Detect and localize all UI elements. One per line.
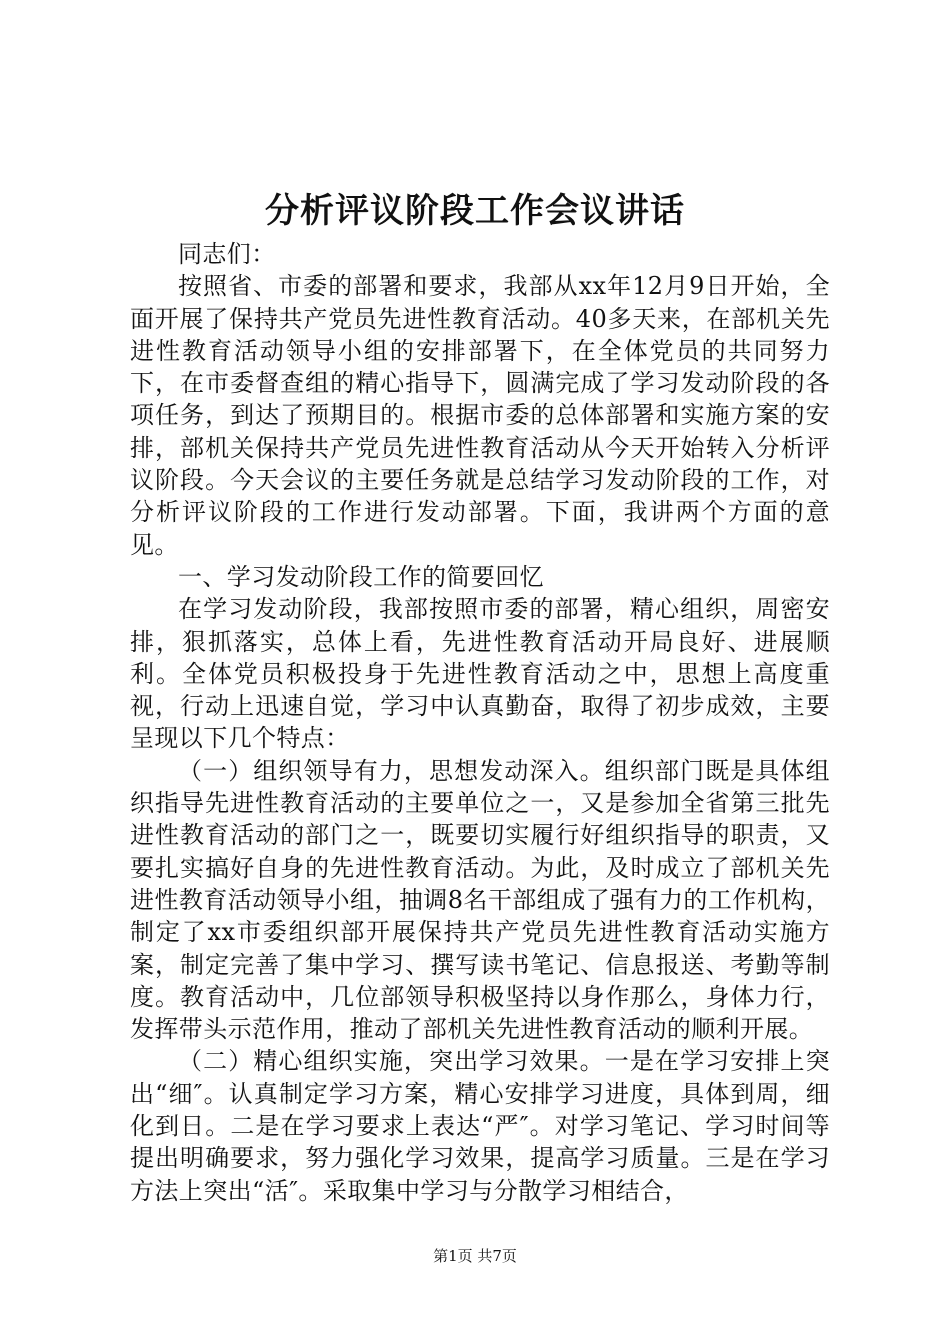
document-title: 分析评议阶段工作会议讲话 (265, 191, 685, 231)
document-body (130, 238, 830, 1207)
page-footer: 第1页 共7页 (433, 1247, 517, 1265)
section-heading: 一、学习发动阶段工作的简要回忆 (178, 562, 544, 591)
body-paragraph: （一）组织领导有力，思想发动深入。组织部门既是具体组织指导先进性教育活动的主要单位之一，又是参加全省第三批先进性教育活动的部门之一，既要切实履行好组织指导的职责，又要扎实搞好自身的先进性教育活动。为此，及时成立了部机关先进性教育活动领导小组，抽调8名干部组成了强有力的工作机构，制定了xx市委组织部开展保持共产党员先进性教育活动实施方案，制定完善了集中学习、撰写读书笔记、信息报送、考勤等制度。教育活动中，几位部领导积极坚持以身作那么，身体力行，发挥带头示范作用，推动了部机关先进性教育活动的顺利开展。 (130, 756, 830, 1044)
salutation-paragraph: 同志们： (178, 240, 276, 268)
intro-paragraph: 按照省、市委的部署和要求，我部从xx年12月9日开始，全面开展了保持共产党员先进性教育活动。40多天来，在部机关先进性教育活动领导小组的安排部署下，在全体党员的共同努力下，在市委督查组的精心指导下，圆满完成了学习发动阶段的各项任务，到达了预期目的。根据市委的总体部署和实施方案的安排，部机关保持共产党员先进性教育活动从今天开始转入分析评议阶段。今天会议的主要任务就是总结学习发动阶段的工作，对分析评议阶段的工作进行发动部署。下面，我讲两个方面的意见。 (130, 272, 830, 559)
body-paragraph: （二）精心组织实施，突出学习效果。一是在学习安排上突出“细″。认真制定学习方案，精心安排学习进度，具体到周，细化到日。二是在学习要求上表达“严″。对学习笔记、学习时间等提出明确要求，努力强化学习效果，提高学习质量。三是在学习方法上突出“活″。采取集中学习与分散学习相结合， (130, 1047, 830, 1205)
body-paragraph: 在学习发动阶段，我部按照市委的部署，精心组织，周密安排，狠抓落实，总体上看，先进性教育活动开局良好、进展顺利。全体党员积极投身于先进性教育活动之中，思想上高度重视，行动上迅速自觉，学习中认真勤奋，取得了初步成效，主要呈现以下几个特点： (130, 595, 830, 753)
